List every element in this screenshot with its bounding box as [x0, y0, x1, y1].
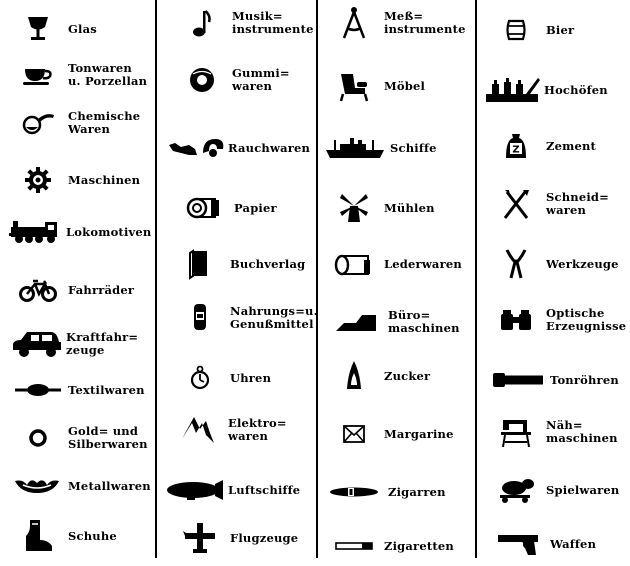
- legend-label: Schuhe: [68, 528, 117, 543]
- legend-label: Tonröhren: [550, 372, 619, 387]
- legend-item-hochoefen: [486, 70, 608, 110]
- legend-label: Zigarren: [388, 484, 446, 499]
- legend-label: Elektro= waren: [228, 416, 287, 443]
- legend-label: Papier: [234, 200, 277, 215]
- pipe-icon: [166, 128, 226, 168]
- sugar-loaf-icon: [330, 356, 378, 396]
- locomotive-icon: [8, 212, 64, 252]
- paper-roll-icon: [180, 188, 228, 228]
- legend-label: Zement: [546, 138, 597, 153]
- svg-text:Z: Z: [512, 144, 520, 156]
- legend-item-bueromaschinen: [330, 302, 460, 342]
- jar-icon: [176, 298, 224, 338]
- ship-icon: [326, 128, 384, 168]
- legend-label: Spielwaren: [546, 482, 620, 497]
- legend-item-tonroehren: [492, 360, 619, 400]
- crown-bowl-icon: [12, 466, 62, 506]
- legend-label: Nahrungs=u. Genußmittel: [230, 304, 318, 331]
- legend-label: Lokomotiven: [66, 224, 152, 239]
- music-note-icon: [178, 3, 226, 43]
- book-icon: [176, 244, 224, 284]
- legend-label: Metallwaren: [68, 478, 151, 493]
- legend-item-rauchwaren: [166, 128, 310, 168]
- legend-item-kraftfahrzeuge: [10, 324, 138, 364]
- legend-item-spielwaren: [492, 470, 620, 510]
- legend-item-papier: [180, 188, 277, 228]
- armchair-icon: [330, 66, 378, 106]
- legend-item-musikinstrumente: [178, 3, 314, 43]
- legend-item-gold-silberwaren: [14, 418, 148, 458]
- legend-label: Fahrräder: [68, 282, 135, 297]
- leather-roll-icon: [330, 244, 378, 284]
- spindle-icon: [14, 370, 62, 410]
- legend-item-schneidwaren: [492, 184, 609, 224]
- cigarette-icon: [330, 526, 378, 566]
- legend-label: Uhren: [230, 370, 272, 385]
- legend-item-textilwaren: [14, 370, 145, 410]
- legend-item-lederwaren: [330, 244, 462, 284]
- legend-item-gummiwaren: [178, 60, 290, 100]
- legend-label: Meß= instrumente: [384, 9, 466, 36]
- legend-item-messinstrumente: [330, 3, 466, 43]
- pocket-watch-icon: [176, 358, 224, 398]
- envelope-icon: [330, 414, 378, 454]
- legend-item-uhren: [176, 358, 271, 398]
- pipe-tube-icon: [492, 360, 544, 400]
- compass-icon: [330, 3, 378, 43]
- legend-label: Bier: [546, 22, 575, 37]
- legend-item-bier: [492, 10, 574, 50]
- legend-label: Mühlen: [384, 200, 435, 215]
- legend-label: Schneid= waren: [546, 190, 609, 217]
- legend-item-schuhe: [14, 516, 117, 556]
- column-divider-1: [155, 0, 157, 558]
- legend-label: Buchverlag: [230, 256, 306, 271]
- pistol-icon: [494, 524, 544, 564]
- legend-label: Zigaretten: [384, 538, 454, 553]
- legend-item-optische-erzeugnisse: [492, 300, 626, 340]
- legend-label: Margarine: [384, 426, 454, 441]
- zeppelin-icon: [164, 470, 226, 510]
- legend-item-buchverlag: [176, 244, 305, 284]
- legend-item-glas: [14, 9, 97, 49]
- legend-item-moebel: [330, 66, 425, 106]
- legend-item-muehlen: [330, 188, 435, 228]
- car-icon: [10, 324, 64, 364]
- legend-label: Tonwaren u. Porzellan: [68, 61, 148, 88]
- column-divider-2: [316, 0, 318, 558]
- legend-item-metallwaren: [12, 466, 151, 506]
- legend-item-naehmaschinen: [492, 412, 618, 452]
- legend-item-nahrungsmittel: [176, 298, 318, 338]
- legend-label: Hochöfen: [544, 82, 608, 97]
- legend-item-zigarren: [326, 472, 446, 512]
- legend-label: Chemische Waren: [68, 109, 141, 136]
- legend-item-flugzeuge: [176, 518, 298, 558]
- legend-label: Zucker: [384, 368, 431, 383]
- legend-label: Flugzeuge: [230, 530, 299, 545]
- sewing-machine-icon: [492, 412, 540, 452]
- legend-label: Glas: [68, 21, 97, 36]
- legend-item-elektrowaren: [174, 410, 287, 450]
- legend-label: Schiffe: [390, 140, 437, 155]
- cigar-icon: [326, 472, 382, 512]
- legend-label: Maschinen: [68, 172, 141, 187]
- legend-label: Optische Erzeugnisse: [546, 306, 627, 333]
- legend-item-luftschiffe: [164, 470, 300, 510]
- ring-icon: [14, 418, 62, 458]
- legend-label: Kraftfahr= zeuge: [66, 330, 139, 357]
- legend-label: Lederwaren: [384, 256, 462, 271]
- retort-flask-icon: [14, 103, 62, 143]
- legend-item-zucker: [330, 356, 430, 396]
- bicycle-icon: [14, 270, 62, 310]
- typewriter-icon: [330, 302, 382, 342]
- cement-sack-icon: [492, 126, 540, 166]
- legend-item-werkzeuge: [492, 244, 619, 284]
- binoculars-icon: [492, 300, 540, 340]
- legend-label: Luftschiffe: [228, 482, 301, 497]
- toy-animal-icon: [492, 470, 540, 510]
- legend-label: Musik= instrumente: [232, 9, 314, 36]
- barrel-icon: [492, 10, 540, 50]
- legend-item-maschinen: [14, 160, 140, 200]
- legend-label: Rauchwaren: [228, 140, 311, 155]
- gear-icon: [14, 160, 62, 200]
- crossed-knives-icon: [492, 184, 540, 224]
- windmill-icon: [330, 188, 378, 228]
- column-divider-3: [475, 0, 477, 558]
- legend-label: Werkzeuge: [546, 256, 619, 271]
- legend-label: Büro= maschinen: [388, 308, 460, 335]
- legend-item-zigaretten: [330, 526, 454, 566]
- legend-item-schiffe: [326, 128, 437, 168]
- legend-label: Gold= und Silberwaren: [68, 424, 148, 451]
- legend-item-tonwaren: [14, 55, 147, 95]
- teacup-icon: [14, 55, 62, 95]
- glass-icon: [14, 9, 62, 49]
- legend-label: Waffen: [550, 536, 597, 551]
- legend-item-zement: [492, 126, 596, 166]
- legend-label: Gummi= waren: [232, 66, 290, 93]
- legend-item-fahrraeder: [14, 270, 134, 310]
- airplane-icon: [176, 518, 224, 558]
- legend-item-chemische-waren: [14, 103, 140, 143]
- legend-label: Textilwaren: [68, 382, 145, 397]
- legend-label: Möbel: [384, 78, 426, 93]
- blast-furnace-icon: [486, 70, 542, 110]
- legend-label: Näh= maschinen: [546, 418, 618, 445]
- boot-icon: [14, 516, 62, 556]
- legend-item-margarine: [330, 414, 454, 454]
- legend-item-waffen: [494, 524, 596, 564]
- legend-item-lokomotiven: [8, 212, 151, 252]
- lightning-icon: [174, 410, 222, 450]
- rubber-tire-icon: [178, 60, 226, 100]
- pliers-icon: [492, 244, 540, 284]
